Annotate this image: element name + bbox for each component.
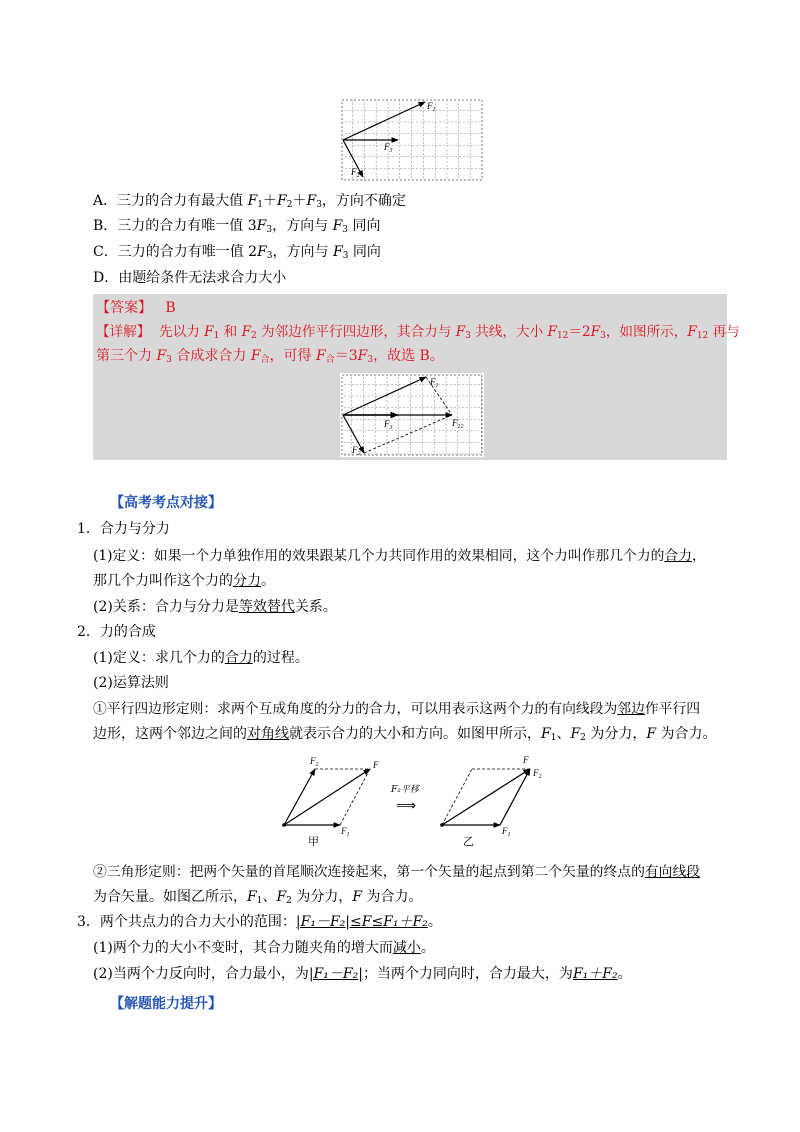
parallelogram-rule-2: 边形，这两个邻边之间的对角线就表示合力的大小和方向。如图甲所示，$F_1$、$F_2$ 为分力，F 为合力。 (93, 726, 717, 743)
svg-text:F: F (373, 760, 379, 770)
triangle-rule-1: ②三角形定则：把两个矢量的首尾顺次连接起来，第一个矢量的起点到第二个矢量的终点的有向线段 (93, 864, 701, 880)
svg-text:F3: $F_3$ (384, 419, 393, 431)
detail-line-2: 第三个力 $F_3$ 合成求合力 $F_合$，可得 $F_合=3F_3$，故选 B。 (96, 348, 444, 365)
svg-text:⟹: ⟹ (396, 798, 417, 814)
section-heading: 【高考考点对接】 (110, 495, 222, 511)
item3-2: (2)当两个力反向时，合力最小，为|F₁－F₂|；当两个力同向时，合力最大，为F₁＋F₂。 (93, 966, 632, 982)
svg-text:F12: $F_{12}$ (452, 418, 464, 430)
svg-text:F1: $F_1$ (502, 826, 511, 838)
option-d: D．由题给条件无法求合力大小 (93, 270, 287, 286)
item1-definition-2: 那几个力叫作这个力的分力。 (93, 573, 275, 589)
option-b: B．三力的合力有唯一值 $3F_3$，方向与 $F_3$ 同向 (93, 218, 381, 235)
section-heading-2: 【解题能力提升】 (110, 996, 222, 1012)
item1-definition: (1)定义：如果一个力单独作用的效果跟某几个力共同作用的效果相同，这个力叫作那几个力的合力， (93, 548, 706, 564)
yi-f (442, 769, 530, 825)
caption-yi: 乙 (463, 835, 474, 848)
yi-f2 (500, 769, 530, 825)
svg-text:F3: $F_3$ (384, 142, 393, 154)
answer-line: 【答案】 B (96, 300, 176, 316)
triangle-rule-2: 为合矢量。如图乙所示，$F_1$、$F_2$ 为分力，F 为合力。 (93, 889, 423, 906)
svg-text:F1: $F_1$ (341, 826, 350, 838)
parallelogram-rule-1: ①平行四边形定则：求两个互成角度的分力的合力，可以用表示这两个力的有向线段为邻边作平行四 (93, 701, 701, 717)
svg-text:F₂平移: F₂平移 (391, 785, 419, 795)
option-c: C．三力的合力有唯一值 $2F_3$，方向与 $F_3$ 同向 (93, 244, 381, 261)
svg-text:F1: $F_1$ (430, 377, 439, 389)
item3-1: (1)两个力的大小不变时，其合力随夹角的增大而减小。 (93, 940, 435, 956)
item2-rule: (2)运算法则 (93, 675, 169, 691)
item2-definition: (1)定义：求几个力的合力的过程。 (93, 650, 309, 666)
answer-figure (340, 373, 484, 457)
item2-title: 2．力的合成 (77, 624, 156, 640)
svg-text:F2: $F_2$ (351, 167, 360, 179)
force-grid-figure (341, 99, 483, 181)
caption-jia: 甲 (308, 835, 319, 848)
option-a: A．三力的合力有最大值 $F_1+F_2+F_3$，方向不确定 (93, 193, 406, 210)
detail-line-1: 【详解】 先以力 $F_1$ 和 $F_2$ 为邻边作平行四边形，其合力与 $F_3$ 共线，大小 $F_{12}=2F_3$，如图所示，$F_{12}$ 再与 (96, 324, 740, 341)
svg-text:F2: $F_2$ (352, 445, 361, 457)
svg-text:F2: $F_2$ (310, 756, 319, 768)
item1-title: 1．合力与分力 (77, 521, 170, 537)
item3-title: 3．两个共点力的合力大小的范围：|F₁－F₂|≤F≤F₁＋F₂。 (77, 914, 442, 930)
jia-f (284, 769, 370, 825)
svg-text:F1: $F_1$ (427, 101, 436, 113)
figure-jia-yi (278, 752, 548, 852)
item1-relation: (2)关系：合力与分力是等效替代关系。 (93, 599, 337, 615)
svg-text:F: F (523, 755, 529, 765)
jia-f2 (284, 769, 315, 825)
svg-text:F2: $F_2$ (533, 768, 542, 780)
